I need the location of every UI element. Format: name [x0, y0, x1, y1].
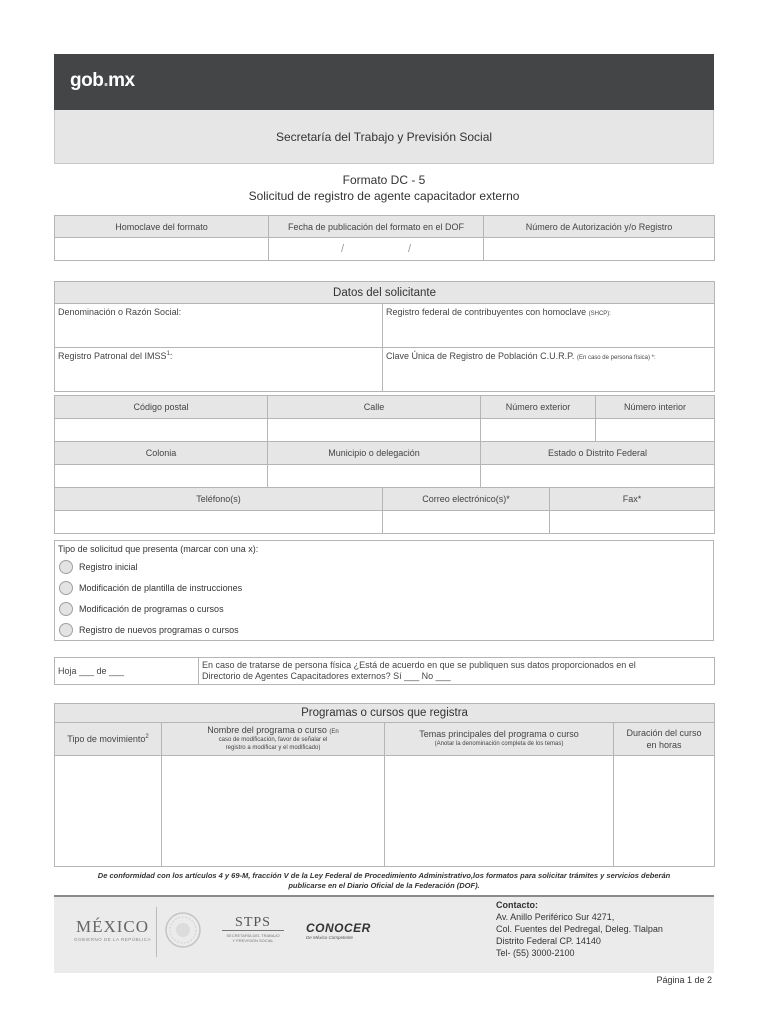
telefono-header: Teléfono(s) [55, 488, 383, 511]
fecha-publicacion-header: Fecha de publicación del formato en el DOF [269, 216, 484, 238]
colonia-header: Colonia [55, 442, 268, 465]
gobmx-logo: gob.mx [70, 70, 135, 91]
stps-logo: STPS SECRETARÍA DEL TRABAJO Y PREVISIÓN SOCIAL [222, 915, 284, 943]
municipio-field[interactable] [268, 465, 481, 488]
fax-header: Fax* [550, 488, 715, 511]
correo-field[interactable] [383, 511, 550, 534]
calle-field[interactable] [268, 419, 481, 442]
solicitante-section-title: Datos del solicitante [55, 282, 715, 304]
contact-info: Contacto: Av. Anillo Periférico Sur 4271, Col. Fuentes del Pedregal, Deleg. Tlalpan Distrito Federal CP. 14140 Tel- (55) 3000-2100 [496, 900, 663, 958]
document-title: Solicitud de registro de agente capacitador externo [248, 189, 520, 203]
fecha-publicacion-field[interactable]: / / [269, 238, 484, 261]
municipio-header: Municipio o delegación [268, 442, 481, 465]
curp-field[interactable]: Clave Única de Registro de Población C.U.R.P. (En caso de persona física) *: [383, 348, 715, 392]
secretaria-name: Secretaría del Trabajo y Previsión Social [275, 129, 493, 144]
nombre-programa-header: Nombre del programa o curso (En caso de modificación, favor de señalar el registro a modificar y el modificado) [162, 723, 385, 756]
meta-table [54, 215, 715, 261]
tipo-movimiento-header: Tipo de movimiento$^2$ [55, 723, 162, 756]
estado-field[interactable] [481, 465, 715, 488]
publicacion-consent: En caso de tratarse de persona física ¿Está de acuerdo en que se publiquen sus datos proporcionados en el Directorio de Agentes Capacitadores externos? Sí ___ No ___ [199, 658, 715, 685]
numero-interior-header: Número interior [596, 396, 715, 419]
radio-circle-icon[interactable] [59, 623, 73, 637]
footer-divider [156, 907, 157, 957]
correo-header: Correo electrónico(s)* [383, 488, 550, 511]
calle-header: Calle [268, 396, 481, 419]
programas-section-title: Programas o cursos que registra [55, 704, 715, 723]
numero-autorizacion-field[interactable] [484, 238, 715, 261]
conocer-logo: CONOCER De México Competente [306, 921, 371, 940]
hoja-field[interactable]: Hoja ___ de ___ [55, 658, 199, 685]
temas-principales-field[interactable] [385, 756, 614, 867]
razon-social-field[interactable]: Denominación o Razón Social: [55, 304, 383, 348]
numero-exterior-header: Número exterior [481, 396, 596, 419]
temas-principales-header: Temas principales del programa o curso (Anotar la denominación completa de los temas) [385, 723, 614, 756]
fax-field[interactable] [550, 511, 715, 534]
mexico-logo: MÉXICO GOBIERNO DE LA REPÚBLICA [74, 917, 152, 942]
option-registro-inicial[interactable]: Registro inicial [59, 556, 713, 577]
page-number: Página 1 de 2 [656, 975, 712, 985]
legal-note: De conformidad con los artículos 4 y 69-M, fracción V de la Ley Federal de Procedimiento Administrativo,los formatos para solicitar trámites y servicios deberán publicarse en el Diario Oficial de la Federación (DOF). [97, 871, 671, 890]
rfc-field[interactable]: Registro federal de contribuyentes con homoclave (SHCP): [383, 304, 715, 348]
top-bar [54, 54, 714, 110]
radio-circle-icon[interactable] [59, 602, 73, 616]
formato-code: Formato DC - 5 [342, 173, 426, 187]
option-modificacion-programas[interactable]: Modificación de programas o cursos [59, 598, 713, 619]
hoja-table [54, 657, 715, 685]
footer [54, 895, 714, 973]
tipo-movimiento-field[interactable] [55, 756, 162, 867]
nombre-programa-field[interactable] [162, 756, 385, 867]
homoclave-field[interactable] [55, 238, 269, 261]
numero-autorizacion-header: Número de Autorización y/o Registro [484, 216, 715, 238]
option-registro-nuevos[interactable]: Registro de nuevos programas o cursos [59, 619, 713, 640]
radio-circle-icon[interactable] [59, 581, 73, 595]
codigo-postal-field[interactable] [55, 419, 268, 442]
duracion-field[interactable] [614, 756, 715, 867]
homoclave-header: Homoclave del formato [55, 216, 269, 238]
imss-field[interactable]: Registro Patronal del IMSS$^1$: [55, 348, 383, 392]
codigo-postal-header: Código postal [55, 396, 268, 419]
colonia-field[interactable] [55, 465, 268, 488]
consent-si-no[interactable]: Directorio de Agentes Capacitadores externos? Sí ___ No ___ [202, 671, 451, 681]
numero-exterior-field[interactable] [481, 419, 596, 442]
tipo-solicitud-box [54, 540, 714, 641]
contact-data-table [54, 487, 715, 534]
seal-emblem-icon [164, 911, 202, 949]
address-table [54, 395, 715, 488]
tipo-solicitud-title: Tipo de solicitud que presenta (marcar con una x): [58, 544, 259, 554]
radio-circle-icon[interactable] [59, 560, 73, 574]
duracion-header: Duración del curso en horas [614, 723, 715, 756]
estado-header: Estado o Distrito Federal [481, 442, 715, 465]
programas-table [54, 703, 715, 867]
option-modificacion-plantilla[interactable]: Modificación de plantilla de instrucciones [59, 577, 713, 598]
secretaria-band [54, 110, 714, 164]
telefono-field[interactable] [55, 511, 383, 534]
solicitante-table [54, 281, 715, 392]
numero-interior-field[interactable] [596, 419, 715, 442]
